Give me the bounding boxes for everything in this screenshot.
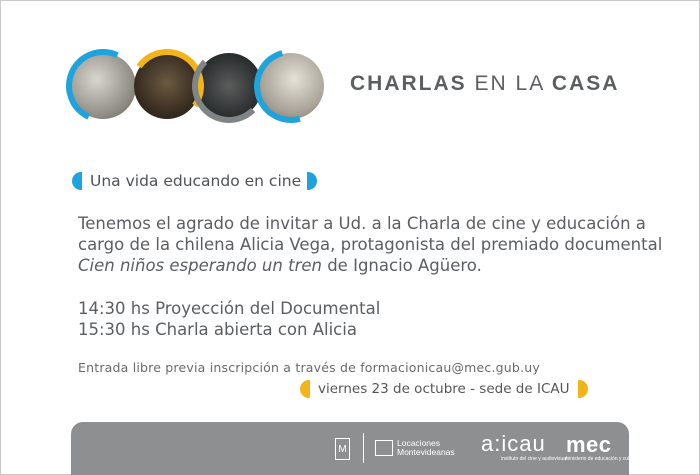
invitation-body (78, 213, 678, 276)
subtitle-banner (72, 171, 317, 191)
right-yellow-half-circle-icon (578, 380, 588, 398)
subtitle-text: Una vida educando en cine (90, 172, 302, 190)
invitation-paragraph (78, 213, 678, 276)
film-strip-icon (375, 440, 393, 456)
icau-logo: a:icau (481, 431, 546, 456)
date-banner (300, 379, 588, 399)
schedule-list (78, 298, 380, 340)
film-title: Cien niños esperando un tren (78, 256, 322, 275)
locaciones-logo (397, 439, 455, 457)
footer-divider (363, 433, 364, 463)
locaciones-line1: Locaciones (397, 438, 441, 448)
entry-note: Entrada libre previa inscripción a través de formacionicau@mec.gub.uy (78, 360, 540, 375)
sponsor-footer (71, 422, 638, 475)
right-blue-half-circle-icon (307, 172, 317, 190)
left-blue-half-circle-icon (72, 172, 82, 190)
date-text: viernes 23 de octubre - sede de ICAU (318, 381, 570, 397)
mec-logo: mec (566, 432, 612, 457)
mec-subtitle: ministerio de educación y cultura (565, 456, 638, 462)
title-word-casa: CASA (551, 72, 620, 95)
schedule-item: 15:30 hs Charla abierta con Alicia (78, 320, 357, 339)
title-word-charlas: CHARLAS (350, 72, 467, 95)
page-title (350, 72, 619, 96)
left-yellow-half-circle-icon (300, 380, 310, 398)
locaciones-line2: Montevideanas (397, 447, 455, 457)
schedule-item: 14:30 hs Proyección del Documental (78, 299, 381, 318)
montevideo-logo: M (335, 438, 350, 460)
body-text-main: Tenemos el agrado de invitar a Ud. a la Charla de cine y educación a cargo de la chilena Alicia Vega, protagonista del premiado documental (78, 214, 663, 254)
body-text-end: de Ignacio Agüero. (321, 256, 482, 275)
blue-arc-ring-2 (240, 35, 341, 136)
icau-subtitle: instituto del cine y audiovisual (501, 456, 568, 462)
header-photo-circles (68, 45, 328, 127)
title-words-en-la: EN LA (474, 72, 545, 95)
